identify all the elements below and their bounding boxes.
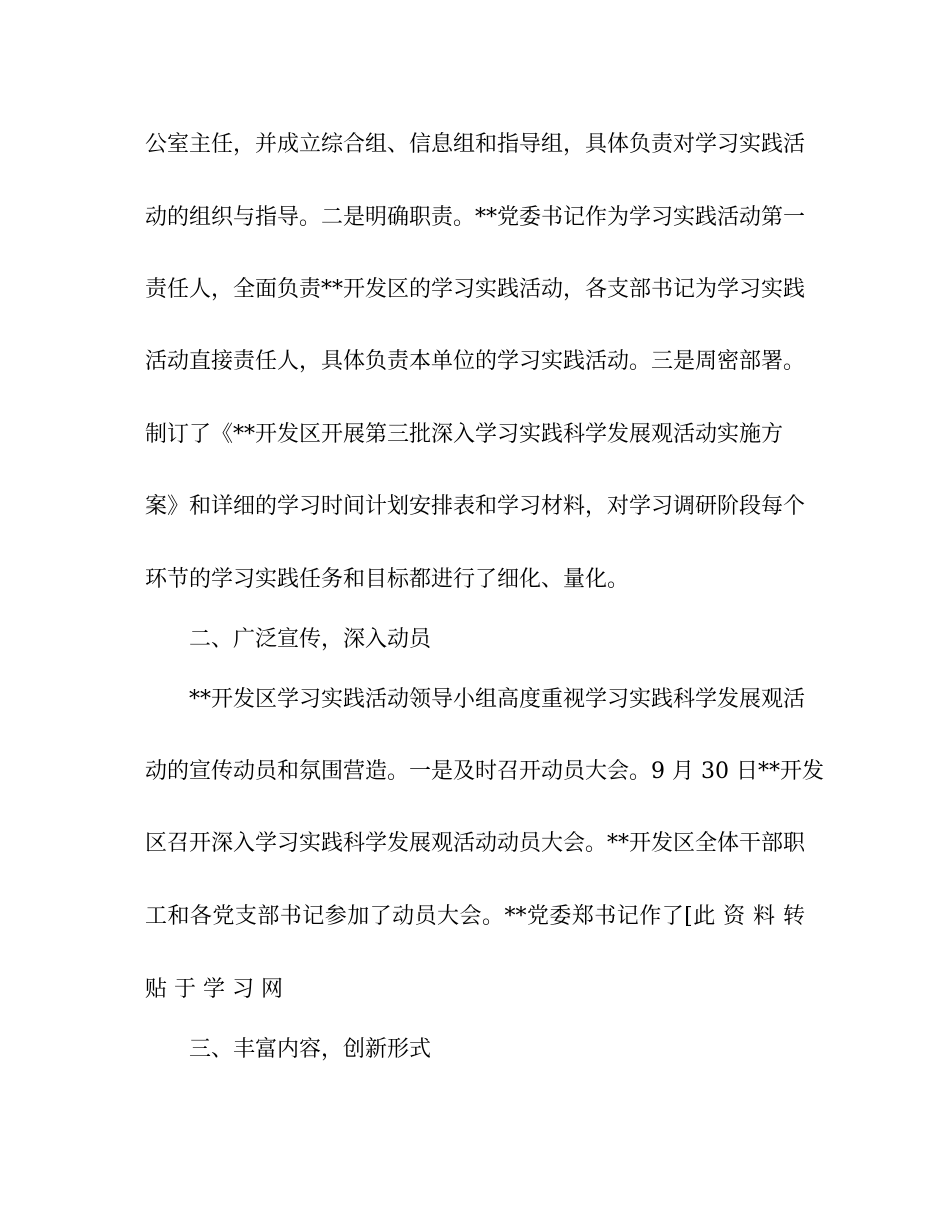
section-heading: 二、广泛宣传，深入动员 [189, 627, 432, 652]
paragraph-line: 动的宣传动员和氛围营造。一是及时召开动员大会。9 月 30 日**开发 [145, 759, 824, 784]
paragraph-line: 环节的学习实践任务和目标都进行了细化、量化。 [145, 567, 630, 592]
paragraph-line: 工和各党支部书记参加了动员大会。**党委郑书记作了[此 资 料 转 [145, 904, 805, 929]
paragraph-line: 活动直接责任人，具体负责本单位的学习实践活动。三是周密部署。 [145, 349, 806, 374]
paragraph-line: 贴 于 学 习 网 [145, 977, 283, 1002]
section-heading: 三、丰富内容，创新形式 [189, 1037, 432, 1062]
paragraph-line: 制订了《**开发区开展第三批深入学习实践科学发展观活动实施方 [145, 422, 784, 447]
paragraph-line: 动的组织与指导。二是明确职责。**党委书记作为学习实践活动第一 [145, 205, 806, 230]
paragraph-line: **开发区学习实践活动领导小组高度重视学习实践科学发展观活 [189, 687, 806, 712]
paragraph-line: 区召开深入学习实践科学发展观活动动员大会。**开发区全体干部职 [145, 831, 806, 856]
paragraph-line: 公室主任，并成立综合组、信息组和指导组，具体负责对学习实践活 [145, 132, 806, 157]
paragraph-line: 案》和详细的学习时间计划安排表和学习材料，对学习调研阶段每个 [145, 494, 806, 519]
paragraph-line: 责任人，全面负责**开发区的学习实践活动，各支部书记为学习实践 [145, 277, 806, 302]
